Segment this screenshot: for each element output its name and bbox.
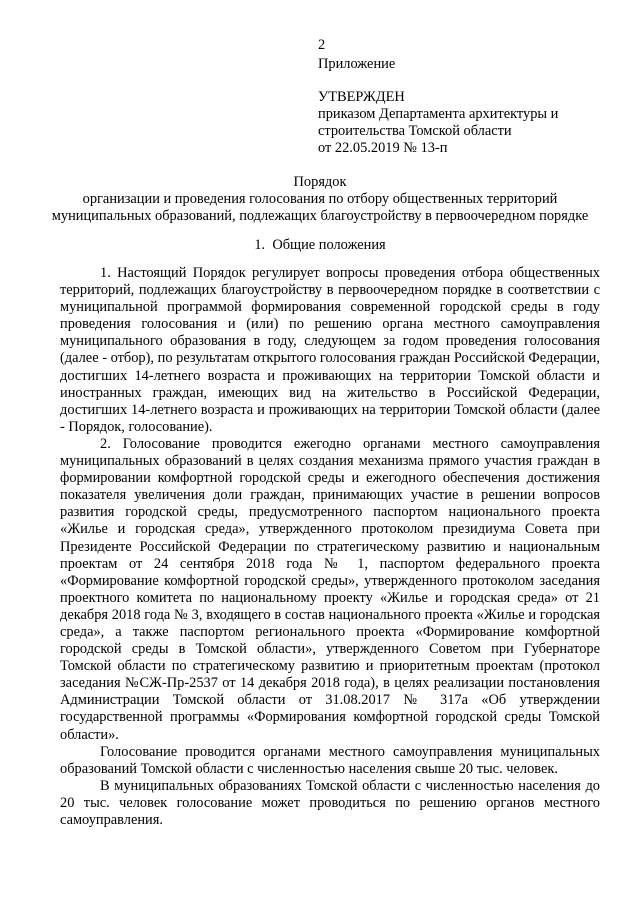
paragraph: Голосование проводится органами местного самоуправления муниципальных образований Томской области с численностью населения свыше 20 тыс. человек. xyxy=(60,743,600,777)
document-title-line-1: организации и проведения голосования по отбору общественных территорий xyxy=(82,191,558,207)
paragraph: В муниципальных образованиях Томской области с численностью населения до 20 тыс. человек голосование может проводиться по решению органов местного самоуправления. xyxy=(60,777,600,828)
section-number: 1. xyxy=(254,237,266,253)
order-line-1: приказом Департамента архитектуры и xyxy=(318,106,559,122)
order-date: от 22.05.2019 № 13-п xyxy=(318,140,448,156)
document-body xyxy=(60,265,600,829)
page-number: 2 xyxy=(318,37,326,53)
paragraph: 1. Настоящий Порядок регулирует вопросы проведения отбора общественных территорий, подлежащих благоустройству в первоочередном порядке в соответствии с муниципальной программой формирования современной городской среды в году проведения голосования и (или) по решению органа местного самоуправления муниципального образования в году, следующем за годом проведения голосования (далее - отбор), по результатам открытого голосования граждан Российской Федерации, достигших 14-летнего возраста и проживающих на территории Томской области и иностранных граждан, имеющих вид на жительство в Российской Федерации, достигших 14-летнего возраста и проживающих на территории Томской области (далее - Порядок, голосование). xyxy=(60,265,600,435)
section-title: Общие положения xyxy=(272,237,386,253)
section-heading xyxy=(0,238,640,252)
approved-label: УТВЕРЖДЕН xyxy=(318,89,405,105)
paragraph: 2. Голосование проводится ежегодно органами местного самоуправления муниципальных образований в целях создания механизма прямого участия граждан в формировании комфортной городской среды и ежегодного обеспечения достижения показателя увеличения доли граждан, принимающих участие в решении вопросов развития городской среды, предусмотренного паспортом национального проекта «Жилье и городская среда», утвержденного протоколом президиума Совета при Президенте Российской Федерации по стратегическому развитию и национальным проектам от 24 сентября 2018 года № 1, паспортом федерального проекта «Формирование комфортной городской среды», утвержденного протоколом заседания проектного комитета по национальному проекту «Жилье и городская среда» от 21 декабря 2018 года № 3, входящего в состав национального проекта «Жилье и городская среда», а также паспортом регионального проекта «Формирование комфортной городской среды в Томской области», утвержденного Советом при Губернаторе Томской области по стратегическому развитию и приоритетным проектам (протокол заседания №СЖ-Пр-2537 от 14 декабря 2018 года), в целях реализации постановления Администрации Томской области от 31.08.2017 № 317а «Об утверждении государственной программы «Формирования комфортной городской среды Томской области». xyxy=(60,435,600,743)
order-line-2: строительства Томской области xyxy=(318,123,512,139)
appendix-label: Приложение xyxy=(318,56,396,72)
document-title-line-2: муниципальных образований, подлежащих благоустройству в первоочередном порядке xyxy=(51,208,589,224)
document-title-word: Порядок xyxy=(293,174,347,190)
